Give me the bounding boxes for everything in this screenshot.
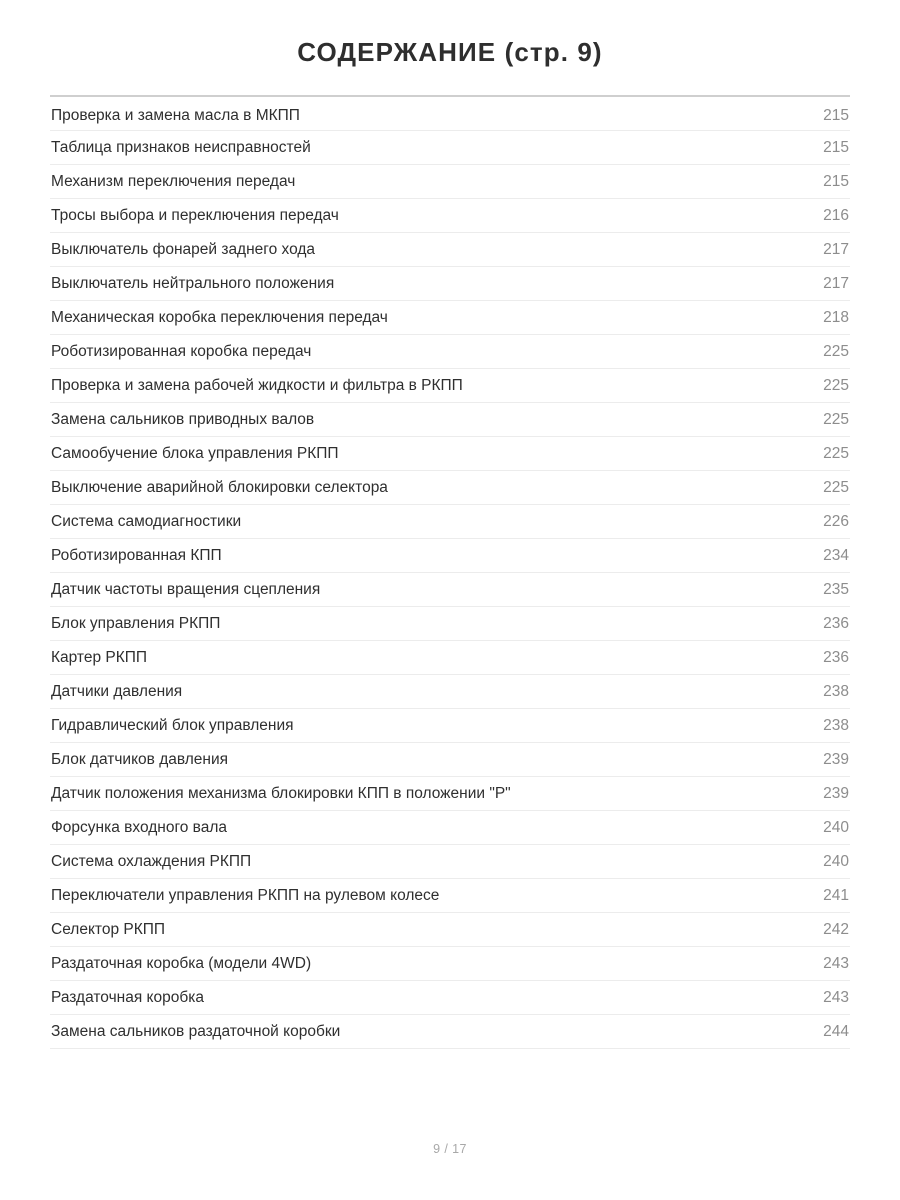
toc-entry-label: Переключатели управления РКПП на рулевом колесе xyxy=(51,886,440,904)
toc-entry[interactable] xyxy=(50,267,850,301)
toc-entry[interactable] xyxy=(50,97,850,131)
toc-list xyxy=(50,97,850,1049)
toc-entry-label: Селектор РКПП xyxy=(51,920,166,938)
toc-entry[interactable] xyxy=(50,913,850,947)
toc-entry[interactable] xyxy=(50,811,850,845)
toc-entry-label: Роботизированная коробка передач xyxy=(51,342,312,360)
page-title: СОДЕРЖАНИЕ (стр. 9) xyxy=(297,37,603,67)
toc-entry[interactable] xyxy=(50,641,850,675)
toc-entry-page-number: 226 xyxy=(823,512,849,530)
toc-entry-label: Выключение аварийной блокировки селектора xyxy=(51,478,388,496)
toc-entry-page-number: 225 xyxy=(823,410,849,428)
toc-entry-page-number: 217 xyxy=(823,240,849,258)
toc-entry-page-number: 218 xyxy=(823,308,849,326)
toc-entry-page-number: 216 xyxy=(823,206,849,224)
toc-entry[interactable] xyxy=(50,471,850,505)
toc-entry-page-number: 215 xyxy=(823,138,849,156)
toc-entry-label: Замена сальников раздаточной коробки xyxy=(51,1022,341,1040)
toc-entry[interactable] xyxy=(50,573,850,607)
toc-entry-page-number: 225 xyxy=(823,376,849,394)
toc-entry-label: Раздаточная коробка (модели 4WD) xyxy=(51,954,312,972)
toc-entry-page-number: 239 xyxy=(823,750,849,768)
page-footer: 9 / 17 xyxy=(433,1142,467,1156)
toc-entry[interactable] xyxy=(50,743,850,777)
toc-entry-page-number: 235 xyxy=(823,580,849,598)
toc-entry-label: Блок датчиков давления xyxy=(51,750,229,768)
toc-entry-page-number: 225 xyxy=(823,342,849,360)
toc-entry-page-number: 244 xyxy=(823,1022,849,1040)
toc-entry[interactable] xyxy=(50,131,850,165)
toc-entry-page-number: 243 xyxy=(823,954,849,972)
toc-entry-label: Таблица признаков неисправностей xyxy=(51,138,311,156)
toc-entry-label: Механизм переключения передач xyxy=(51,172,296,190)
toc-entry[interactable] xyxy=(50,335,850,369)
toc-entry[interactable] xyxy=(50,709,850,743)
toc-entry[interactable] xyxy=(50,437,850,471)
toc-entry-label: Проверка и замена масла в МКПП xyxy=(51,106,300,124)
toc-entry[interactable] xyxy=(50,981,850,1015)
toc-entry-label: Система самодиагностики xyxy=(51,512,242,530)
toc-entry[interactable] xyxy=(50,403,850,437)
toc-entry[interactable] xyxy=(50,539,850,573)
toc-entry[interactable] xyxy=(50,301,850,335)
toc-entry[interactable] xyxy=(50,233,850,267)
toc-entry-page-number: 238 xyxy=(823,716,849,734)
toc-entry[interactable] xyxy=(50,675,850,709)
toc-entry-page-number: 236 xyxy=(823,648,849,666)
toc-entry-label: Замена сальников приводных валов xyxy=(51,410,315,428)
toc-entry[interactable] xyxy=(50,947,850,981)
toc-entry-page-number: 225 xyxy=(823,444,849,462)
toc-entry-label: Блок управления РКПП xyxy=(51,614,221,632)
toc-entry-page-number: 217 xyxy=(823,274,849,292)
toc-entry-page-number: 243 xyxy=(823,988,849,1006)
toc-entry[interactable] xyxy=(50,505,850,539)
toc-entry-page-number: 238 xyxy=(823,682,849,700)
toc-entry-label: Гидравлический блок управления xyxy=(51,716,294,734)
toc-entry-page-number: 241 xyxy=(823,886,849,904)
toc-entry-page-number: 215 xyxy=(823,106,849,124)
toc-entry-label: Датчик положения механизма блокировки КПП в положении "Р" xyxy=(51,784,511,802)
toc-entry-page-number: 240 xyxy=(823,818,849,836)
toc-entry[interactable] xyxy=(50,199,850,233)
toc-entry-page-number: 239 xyxy=(823,784,849,802)
toc-entry-label: Система охлаждения РКПП xyxy=(51,852,252,870)
toc-entry-label: Роботизированная КПП xyxy=(51,546,222,564)
toc-entry-label: Выключатель нейтрального положения xyxy=(51,274,335,292)
toc-entry[interactable] xyxy=(50,845,850,879)
toc-entry[interactable] xyxy=(50,1015,850,1049)
toc-entry[interactable] xyxy=(50,777,850,811)
toc-entry-label: Выключатель фонарей заднего хода xyxy=(51,240,316,258)
toc-entry-label: Проверка и замена рабочей жидкости и фильтра в РКПП xyxy=(51,376,463,394)
toc-entry-page-number: 242 xyxy=(823,920,849,938)
toc-entry[interactable] xyxy=(50,165,850,199)
toc-entry-label: Картер РКПП xyxy=(51,648,148,666)
toc-entry-label: Механическая коробка переключения передач xyxy=(51,308,388,326)
toc-entry[interactable] xyxy=(50,879,850,913)
toc-entry-label: Датчик частоты вращения сцепления xyxy=(51,580,321,598)
toc-entry[interactable] xyxy=(50,369,850,403)
toc-entry-page-number: 215 xyxy=(823,172,849,190)
toc-entry-page-number: 236 xyxy=(823,614,849,632)
toc-entry-page-number: 225 xyxy=(823,478,849,496)
toc-entry-label: Раздаточная коробка xyxy=(51,988,204,1006)
toc-entry-page-number: 240 xyxy=(823,852,849,870)
toc-entry[interactable] xyxy=(50,607,850,641)
toc-entry-label: Форсунка входного вала xyxy=(51,818,228,836)
toc-entry-label: Самообучение блока управления РКПП xyxy=(51,444,339,462)
toc-entry-label: Тросы выбора и переключения передач xyxy=(51,206,339,224)
toc-entry-label: Датчики давления xyxy=(51,682,183,700)
toc-entry-page-number: 234 xyxy=(823,546,849,564)
